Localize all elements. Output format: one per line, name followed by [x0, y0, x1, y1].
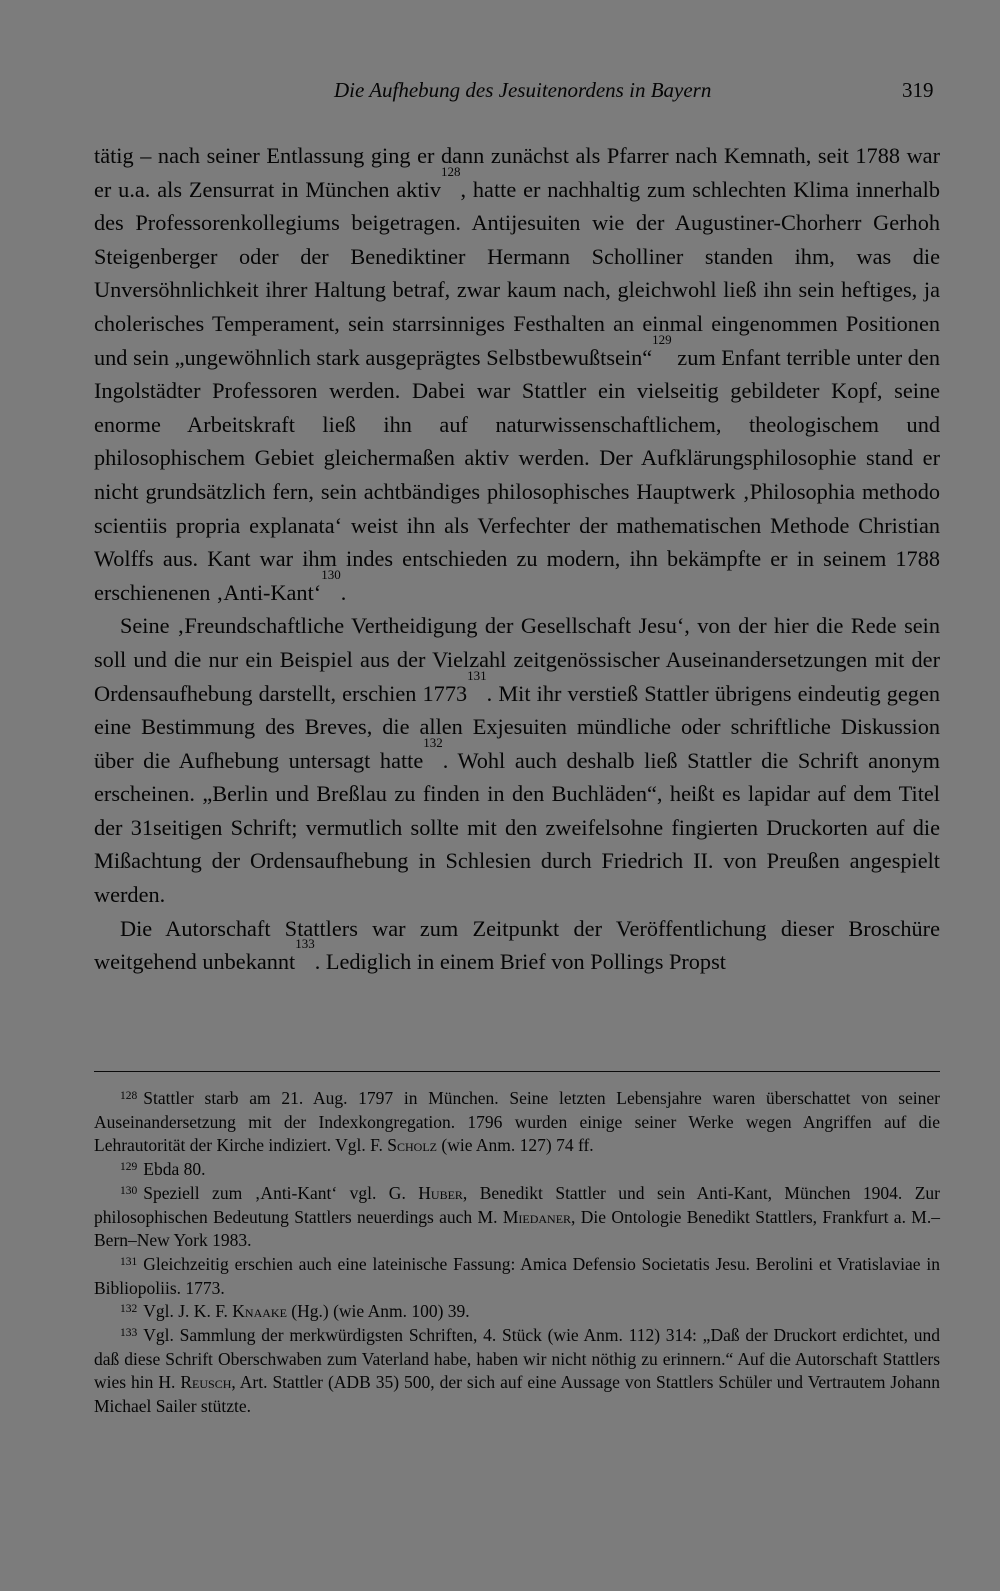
- footnote-separator: [94, 1071, 940, 1072]
- footnote-ref: 132: [423, 734, 443, 750]
- running-title: Die Aufhebung des Jesuitenordens in Bayern: [334, 78, 712, 102]
- author-name: Huber: [418, 1182, 463, 1203]
- footnote-ref: 128: [440, 163, 461, 179]
- paragraph-1: [94, 139, 940, 609]
- footnote-129: [94, 1158, 940, 1182]
- footnote-text: , Benedikt Stattler und sein Anti-Kant, München 1904. Zur philosophischen Bedeutung Stattlers neuerdings auch M.: [94, 1182, 940, 1227]
- text-run: .: [340, 579, 347, 605]
- footnote-text: , Die Ontologie Benedikt Stattlers, Frankfurt a. M.–Bern–New York 1983.: [94, 1206, 940, 1251]
- footnote-128: [94, 1087, 940, 1158]
- author-name: Miedaner: [502, 1206, 572, 1227]
- text-run: tätig – nach seiner Entlassung ging er dann zunächst als Pfarrer nach Kemnath, seit 1788 war er u.a. als Zensurrat in München aktiv: [94, 143, 940, 202]
- footnote-text: (wie Anm. 127) 74 ff.: [437, 1135, 594, 1156]
- text-run: . Lediglich in einem Brief von Pollings Propst: [314, 949, 726, 975]
- footnote-ref: 131: [467, 667, 487, 683]
- footnote-number: 128: [120, 1090, 138, 1102]
- footnote-133: [94, 1324, 940, 1419]
- author-name: Knaake: [232, 1301, 287, 1322]
- paragraph-2: [94, 609, 940, 911]
- author-name: Scholz: [387, 1135, 437, 1156]
- text-run: . Wohl auch deshalb ließ Stattler die Schrift anonym erscheinen. „Berlin und Breßlau zu finden in den Buchläden“, heißt es lapidar auf dem Titel der 31seitigen Schrift; vermutlich sollte mit den zweifelsohne fingierten Druckorten auf die Mißachtung der Ordensaufhebung in Schlesien durch Friedrich II. von Preußen angespielt werden.: [94, 747, 940, 908]
- footnote-ref: 133: [295, 936, 315, 952]
- footnote-number: 133: [120, 1327, 138, 1340]
- author-name: Reusch: [180, 1372, 232, 1393]
- footnote-text: , Art. Stattler (ADB 35) 500, der sich auf eine Aussage von Stattlers Schüler und Vertrautem Johann Michael Sailer stützte.: [94, 1372, 940, 1417]
- text-run: , hatte er nachhaltig zum schlechten Klima innerhalb des Professorenkollegiums beigetragen. Antijesuiten wie der Augustiner-Chorherr Gerhoh Steigenberger oder der Benediktiner Hermann Scholliner standen ihm, was die Unversöhnlichkeit ihrer Haltung betraf, zwar kaum nach, gleichwohl ließ ihn sein heftiges, ja cholerisches Temperament, sein starrsinniges Festhalten an einmal eingenommen Positionen und sein „ungewöhnlich stark ausgeprägtes Selbstbewußtsein“: [94, 176, 940, 370]
- footnote-number: 131: [120, 1255, 138, 1268]
- text-run: zum Enfant terrible unter den Ingolstädter Professoren werden. Dabei war Stattler ein vielseitig gebildeter Kopf, seine enorme Arbeitskraft ließ ihn auf naturwissenschaftlichem, theologischem und philosophischem Gebiet gleichermaßen aktiv werden. Der Aufklärungsphilosophie stand er nicht grundsätzlich fern, sein achtbändiges philosophisches Hauptwerk ‚Philosophia methodo scientiis propria explanata‘ weist ihn als Verfechter der mathematischen Methode Christian Wolffs aus. Kant war ihm indes entschieden zu modern, ihn bekämpfte er in seinem 1788 erschienenen ‚Anti-Kant‘: [94, 344, 940, 605]
- page-number: 319: [902, 78, 934, 102]
- footnote-132: [94, 1300, 940, 1324]
- footnote-ref: 129: [652, 331, 672, 347]
- footnote-130: [94, 1182, 940, 1253]
- paragraph-3: [94, 912, 940, 979]
- page-header: [0, 73, 1000, 107]
- footnote-131: [94, 1253, 940, 1300]
- footnote-number: 130: [120, 1184, 138, 1197]
- footnote-text: Speziell zum ‚Anti-Kant‘ vgl. G.: [143, 1182, 419, 1203]
- footnote-text: Vgl. Sammlung der merkwürdigsten Schriften, 4. Stück (wie Anm. 112) 314: „Daß der Druckort erdichtet, und daß diese Schrift Oberschwaben zum Vaterland habe, haben wir nicht nöthig zu erinnern.“ Auf die Autorschaft Stattlers wies hin H.: [94, 1325, 940, 1393]
- main-text: [94, 139, 940, 979]
- footnote-number: 129: [120, 1161, 138, 1174]
- footnote-text: Vgl. J. K. F.: [143, 1301, 233, 1322]
- footnotes: [94, 1087, 940, 1419]
- footnote-ref: 130: [321, 566, 341, 582]
- footnote-number: 132: [120, 1303, 138, 1316]
- footnote-text: Ebda 80.: [143, 1159, 206, 1180]
- text-run: . Mit ihr verstieß Stattler übrigens eindeutig gegen eine Bestimmung des Breves, die allen Exjesuiten mündliche oder schriftliche Diskussion über die Aufhebung untersagt hatte: [94, 680, 940, 773]
- footnote-text: Gleichzeitig erschien auch eine lateinische Fassung: Amica Defensio Societatis Jesu. Berolini et Vratislaviae in Bibliopoliis. 1773.: [94, 1253, 940, 1298]
- footnote-text: (Hg.) (wie Anm. 100) 39.: [286, 1301, 470, 1322]
- footnote-text: Stattler starb am 21. Aug. 1797 in München. Seine letzten Lebensjahre waren überschattet von seiner Auseinandersetzung mit der Indexkongregation. 1796 wurden einige seiner Werke wegen Angriffen auf die Lehrautorität der Kirche indiziert. Vgl. F.: [94, 1088, 940, 1156]
- text-run: Die Autorschaft Stattlers war zum Zeitpunkt der Veröffentlichung dieser Broschüre weitgehend unbekannt: [94, 915, 940, 975]
- text-run: Seine ‚Freundschaftliche Vertheidigung der Gesellschaft Jesu‘, von der hier die Rede sein soll und die nur ein Beispiel aus der Vielzahl zeitgenössischer Auseinandersetzungen mit der Ordensaufhebung darstellt, erschien 1773: [94, 613, 940, 706]
